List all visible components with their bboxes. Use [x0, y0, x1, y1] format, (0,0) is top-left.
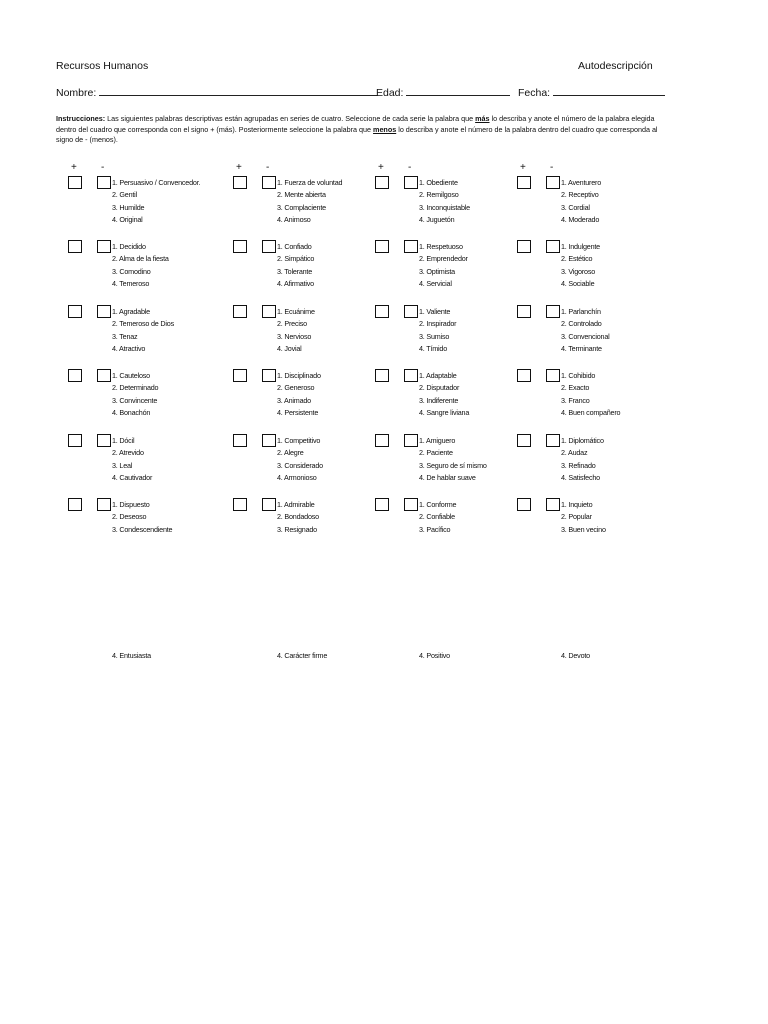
word-option: 4. Buen compañero: [561, 408, 621, 418]
page-header-left-title: Recursos Humanos: [56, 60, 149, 72]
name-label: Nombre:: [56, 87, 97, 99]
most-answer-box[interactable]: [68, 240, 82, 253]
word-option: 1. Aventurero: [561, 178, 602, 187]
word-option: 1. Ecuánime: [277, 307, 315, 316]
word-option: 2. Audaz: [561, 448, 588, 458]
word-option: 3. Complaciente: [277, 202, 326, 212]
minus-sign-col-4: -: [550, 162, 554, 173]
word-option: 2. Estético: [561, 254, 593, 264]
name-field-row: [56, 85, 377, 99]
word-option: 1. Admirable: [277, 500, 315, 509]
instructions-label: Instrucciones:: [56, 114, 106, 123]
least-answer-box[interactable]: [404, 240, 418, 253]
most-answer-box[interactable]: [233, 176, 247, 189]
least-answer-box[interactable]: [97, 240, 111, 253]
instructions-text-3: lo describa y anote el número de la palabra dentro del cuadro que corresponda al signo de - (menos).: [56, 124, 658, 144]
word-option: 1. Confiado: [277, 242, 312, 251]
most-answer-box[interactable]: [517, 498, 531, 511]
word-option: 2. Receptivo: [561, 190, 599, 200]
word-option: 2. Alma de la fiesta: [112, 254, 169, 264]
least-answer-box[interactable]: [404, 498, 418, 511]
most-answer-box[interactable]: [233, 369, 247, 382]
most-answer-box[interactable]: [375, 176, 389, 189]
least-answer-box[interactable]: [262, 176, 276, 189]
word-option: 3. Sumiso: [419, 331, 450, 341]
least-answer-box[interactable]: [97, 176, 111, 189]
least-answer-box[interactable]: [546, 305, 560, 318]
most-answer-box[interactable]: [375, 240, 389, 253]
word-option: 3. Refinado: [561, 460, 596, 470]
word-option: 2. Exacto: [561, 383, 590, 393]
least-answer-box[interactable]: [97, 305, 111, 318]
word-option: 4. Sociable: [561, 279, 595, 289]
word-option: 2. Bondadoso: [277, 512, 319, 522]
word-option: 4. Afirmativo: [277, 279, 314, 289]
word-option: 4. Armonioso: [277, 473, 317, 483]
word-option: 1. Decidido: [112, 242, 146, 251]
word-option: 3. Leal: [112, 460, 133, 470]
word-option: 2. Mente abierta: [277, 190, 326, 200]
most-answer-box[interactable]: [233, 240, 247, 253]
word-option: 1. Agradable: [112, 307, 150, 316]
age-label: Edad:: [376, 87, 404, 99]
word-option: 3. Comodino: [112, 266, 151, 276]
word-option: 2. Atrevido: [112, 448, 144, 458]
word-option: 3. Animado: [277, 395, 311, 405]
word-option: 4. Cautivador: [112, 473, 153, 483]
word-option: 3. Considerado: [277, 460, 323, 470]
word-option: 1. Respetuoso: [419, 242, 463, 251]
word-option: 3. Condescendiente: [112, 524, 173, 534]
most-answer-box[interactable]: [517, 434, 531, 447]
word-option: 4. Tímido: [419, 344, 448, 354]
most-answer-box[interactable]: [233, 305, 247, 318]
word-option: 4. Terminante: [561, 344, 602, 354]
least-answer-box[interactable]: [262, 305, 276, 318]
age-field-row: [376, 85, 510, 99]
most-answer-box[interactable]: [233, 434, 247, 447]
word-option: 1. Persuasivo / Convencedor.: [112, 178, 201, 187]
word-option: 3. Indiferente: [419, 395, 459, 405]
most-answer-box[interactable]: [68, 305, 82, 318]
instructions-text-2: lo describa y anote el número de la palabra elegida dentro del cuadro que corresponda con el signo + (más). Posteriormente seleccione la palabra que: [56, 114, 655, 134]
word-option: 3. Optimista: [419, 266, 455, 276]
word-option: 3. Convencional: [561, 331, 610, 341]
word-option: 4. Original: [112, 215, 143, 225]
least-answer-box[interactable]: [404, 176, 418, 189]
plus-sign-col-1: +: [71, 162, 77, 173]
word-option: 1. Cohibido: [561, 371, 596, 380]
word-option: 3. Vigoroso: [561, 266, 596, 276]
word-option: 1. Conforme: [419, 500, 457, 509]
date-field-row: [518, 85, 665, 99]
word-option: 2. Confiable: [419, 512, 455, 522]
word-option: 2. Preciso: [277, 319, 307, 329]
word-option: 4. Satisfecho: [561, 473, 600, 483]
word-option: 4. De hablar suave: [419, 473, 476, 483]
most-answer-box[interactable]: [517, 305, 531, 318]
word-option: 4. Devoto: [561, 651, 590, 660]
word-option: 3. Tolerante: [277, 266, 313, 276]
word-option: 3. Seguro de sí mismo: [419, 460, 487, 470]
minus-sign-col-1: -: [101, 162, 105, 173]
least-answer-box[interactable]: [546, 434, 560, 447]
word-option: 4. Persistente: [277, 408, 319, 418]
least-answer-box[interactable]: [546, 176, 560, 189]
age-field[interactable]: [406, 85, 510, 96]
word-option: 2. Emprendedor: [419, 254, 468, 264]
most-answer-box[interactable]: [68, 434, 82, 447]
word-option: 4. Sangre liviana: [419, 408, 470, 418]
most-answer-box[interactable]: [375, 369, 389, 382]
word-option: 4. Servicial: [419, 279, 452, 289]
word-option: 4. Entusiasta: [112, 651, 151, 660]
word-option: 1. Diplomático: [561, 436, 604, 445]
word-option: 1. Adaptable: [419, 371, 457, 380]
word-option: 1. Fuerza de voluntad: [277, 178, 343, 187]
most-answer-box[interactable]: [233, 498, 247, 511]
minus-sign-col-2: -: [266, 162, 270, 173]
most-answer-box[interactable]: [68, 369, 82, 382]
word-option: 4. Atractivo: [112, 344, 146, 354]
word-option: 2. Temeroso de Dios: [112, 319, 174, 329]
word-option: 3. Franco: [561, 395, 590, 405]
word-option: 1. Amiguero: [419, 436, 456, 445]
word-option: 2. Popular: [561, 512, 592, 522]
least-answer-box[interactable]: [546, 240, 560, 253]
least-answer-box[interactable]: [262, 369, 276, 382]
least-answer-box[interactable]: [404, 369, 418, 382]
word-option: 2. Simpático: [277, 254, 315, 264]
word-option: 2. Disputador: [419, 383, 460, 393]
word-option: 1. Inquieto: [561, 500, 593, 509]
word-option: 1. Obediente: [419, 178, 458, 187]
word-option: 2. Generoso: [277, 383, 315, 393]
word-option: 2. Remilgoso: [419, 190, 459, 200]
word-option: 3. Inconquistable: [419, 202, 470, 212]
word-option: 3. Buen vecino: [561, 524, 606, 534]
word-option: 3. Convincente: [112, 395, 158, 405]
instructions-least: menos: [373, 124, 397, 134]
word-option: 3. Nervioso: [277, 331, 312, 341]
most-answer-box[interactable]: [375, 434, 389, 447]
word-option: 4. Bonachón: [112, 408, 151, 418]
name-field[interactable]: [99, 85, 377, 96]
word-option: 1. Competitivo: [277, 436, 321, 445]
word-option: 4. Animoso: [277, 215, 311, 225]
word-option: 2. Determinado: [112, 383, 159, 393]
least-answer-box[interactable]: [404, 305, 418, 318]
word-option: 4. Juguetón: [419, 215, 455, 225]
word-option: 2. Paciente: [419, 448, 453, 458]
least-answer-box[interactable]: [97, 434, 111, 447]
most-answer-box[interactable]: [375, 305, 389, 318]
word-option: 1. Parlanchín: [561, 307, 601, 316]
instructions-most: más: [475, 114, 490, 123]
word-option: 2. Deseoso: [112, 512, 147, 522]
word-option: 1. Disciplinado: [277, 371, 321, 380]
word-option: 4. Positivo: [419, 651, 450, 660]
most-answer-box[interactable]: [517, 176, 531, 189]
word-option: 2. Gentil: [112, 190, 137, 200]
most-answer-box[interactable]: [375, 498, 389, 511]
most-answer-box[interactable]: [68, 498, 82, 511]
instructions-text-1: Las siguientes palabras descriptivas están agrupadas en series de cuatro. Seleccione de cada serie la palabra que: [105, 114, 476, 123]
plus-sign-col-4: +: [520, 162, 526, 173]
most-answer-box[interactable]: [68, 176, 82, 189]
least-answer-box[interactable]: [262, 240, 276, 253]
word-option: 3. Resignado: [277, 524, 317, 534]
page-header-right-title: Autodescripción: [578, 60, 653, 72]
least-answer-box[interactable]: [404, 434, 418, 447]
least-answer-box[interactable]: [97, 369, 111, 382]
word-option: 3. Humilde: [112, 202, 145, 212]
least-answer-box[interactable]: [262, 434, 276, 447]
least-answer-box[interactable]: [262, 498, 276, 511]
date-label: Fecha:: [518, 87, 551, 99]
least-answer-box[interactable]: [546, 498, 560, 511]
instructions-paragraph: [56, 114, 660, 146]
word-option: 4. Carácter firme: [277, 651, 328, 660]
date-field[interactable]: [553, 85, 665, 96]
word-option: 4. Temeroso: [112, 279, 150, 289]
word-option: 3. Tenaz: [112, 331, 138, 341]
word-option: 1. Dispuesto: [112, 500, 150, 509]
plus-sign-col-3: +: [378, 162, 384, 173]
word-option: 1. Dócil: [112, 436, 135, 445]
word-option: 4. Moderado: [561, 215, 600, 225]
minus-sign-col-3: -: [408, 162, 412, 173]
word-option: 1. Indulgente: [561, 242, 600, 251]
least-answer-box[interactable]: [97, 498, 111, 511]
word-option: 3. Cordial: [561, 202, 590, 212]
most-answer-box[interactable]: [517, 369, 531, 382]
word-option: 2. Alegre: [277, 448, 304, 458]
plus-sign-col-2: +: [236, 162, 242, 173]
word-option: 1. Cauteloso: [112, 371, 150, 380]
least-answer-box[interactable]: [546, 369, 560, 382]
word-option: 1. Valiente: [419, 307, 451, 316]
word-option: 3. Pacífico: [419, 524, 451, 534]
most-answer-box[interactable]: [517, 240, 531, 253]
word-option: 4. Jovial: [277, 344, 302, 354]
word-option: 2. Inspirador: [419, 319, 457, 329]
word-option: 2. Controlado: [561, 319, 602, 329]
